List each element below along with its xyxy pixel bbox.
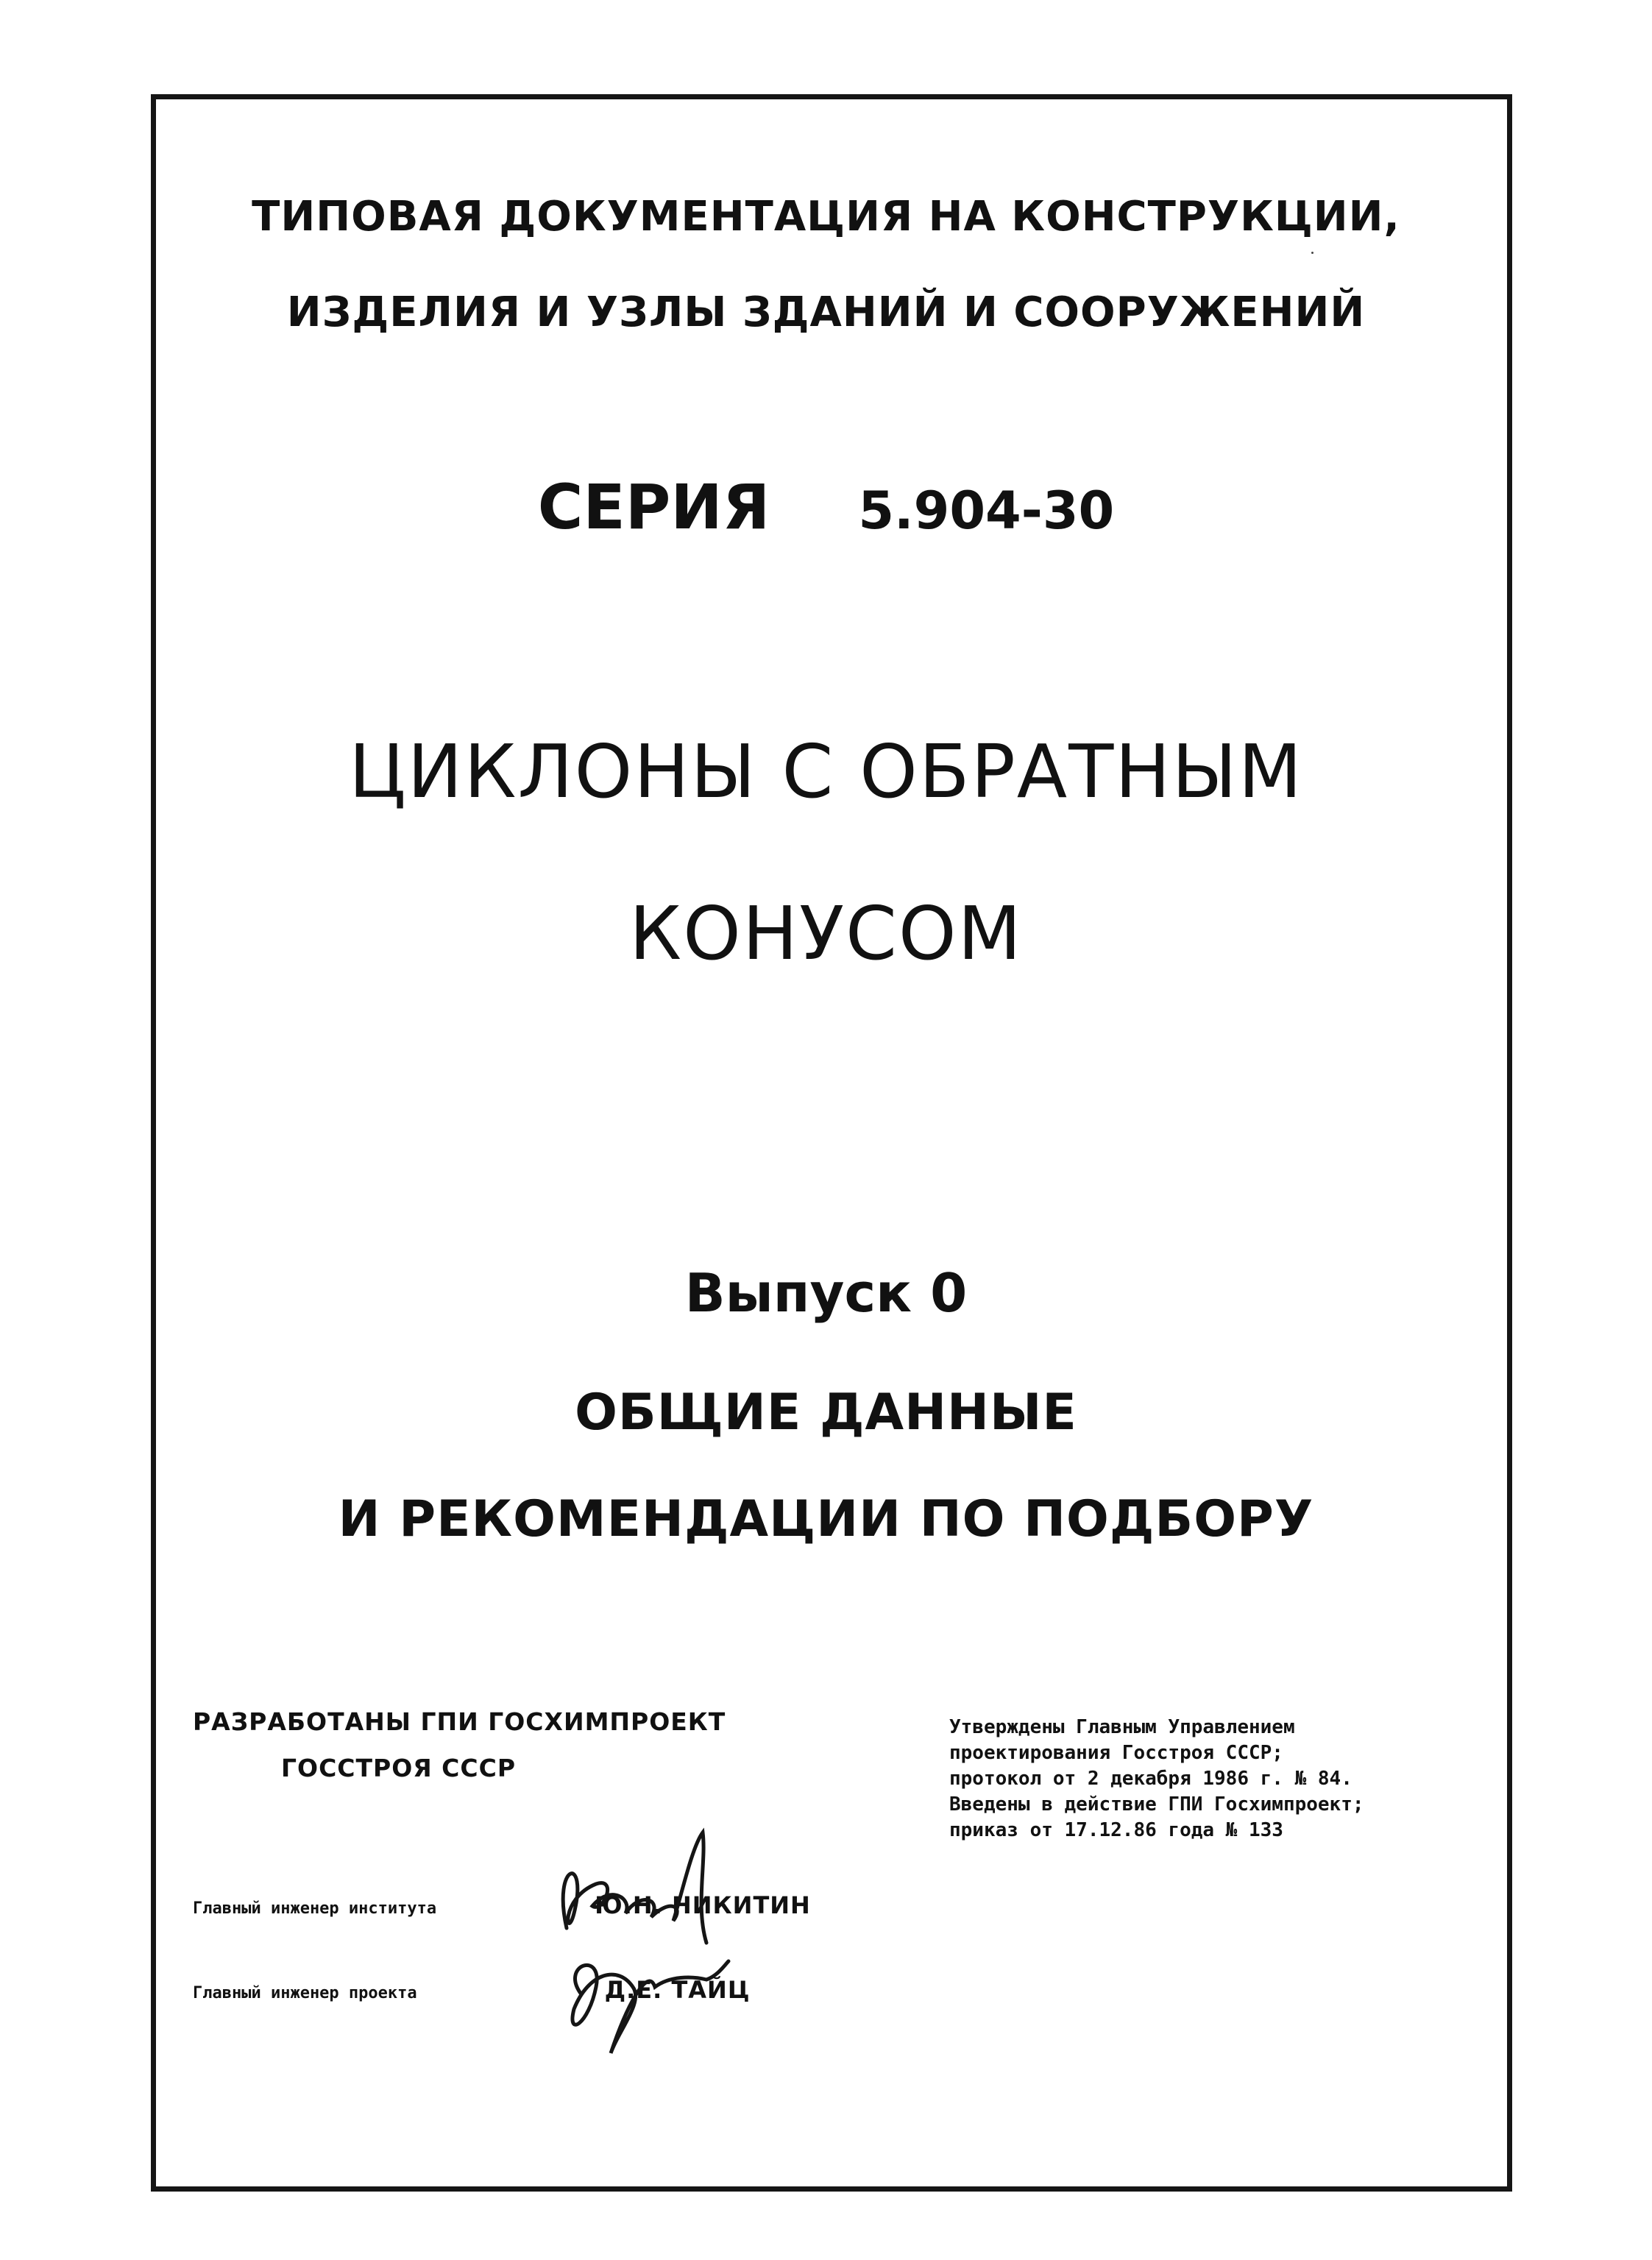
signatory-project-name: Д.Е. ТАЙЦ <box>604 1976 751 2004</box>
header-line-1: ТИПОВАЯ ДОКУМЕНТАЦИЯ НА КОНСТРУКЦИИ, <box>252 193 1400 241</box>
approval-line-5: приказ от 17.12.86 года № 133 <box>949 1819 1283 1841</box>
header-line-2: ИЗДЕЛИЯ И УЗЛЫ ЗДАНИЙ И СООРУЖЕНИЙ <box>286 288 1366 336</box>
signature-nikitin <box>563 1832 706 1943</box>
page-border <box>151 94 1512 2192</box>
signatory-institute-role: Главный инженер института <box>193 1899 437 1918</box>
scan-speck <box>1311 252 1314 254</box>
handwritten-signatures <box>522 1818 743 2061</box>
approval-line-4: Введены в действие ГПИ Госхимпроект; <box>949 1793 1364 1816</box>
signatory-project-role: Главный инженер проекта <box>193 1984 417 2002</box>
approval-block <box>949 1715 1509 1843</box>
developer-line-2: ГОССТРОЯ СССР <box>281 1754 517 1782</box>
title-line-1: ЦИКЛОНЫ С ОБРАТНЫМ <box>349 729 1303 815</box>
issue-label: Выпуск 0 <box>684 1262 968 1324</box>
signatory-institute-name: Ю.Н. НИКИТИН <box>595 1891 811 1919</box>
series-heading <box>0 471 1652 543</box>
series-label: СЕРИЯ <box>537 471 770 543</box>
title-line-2: КОНУСОМ <box>629 890 1023 977</box>
developer-line-1: РАЗРАБОТАНЫ ГПИ ГОСХИМПРОЕКТ <box>193 1707 726 1736</box>
approval-line-1: Утверждены Главным Управлением <box>949 1716 1295 1738</box>
approval-line-2: проектирования Госстроя СССР; <box>949 1742 1283 1764</box>
subtitle-line-2: И РЕКОМЕНДАЦИИ ПО ПОДБОРУ <box>338 1490 1314 1548</box>
signature-taits <box>572 1961 728 2053</box>
developer-block <box>193 1707 726 1782</box>
series-number: 5.904-30 <box>858 481 1115 541</box>
approval-line-3: протокол от 2 декабря 1986 г. № 84. <box>949 1768 1353 1790</box>
subtitle-line-1: ОБЩИЕ ДАННЫЕ <box>575 1384 1077 1442</box>
